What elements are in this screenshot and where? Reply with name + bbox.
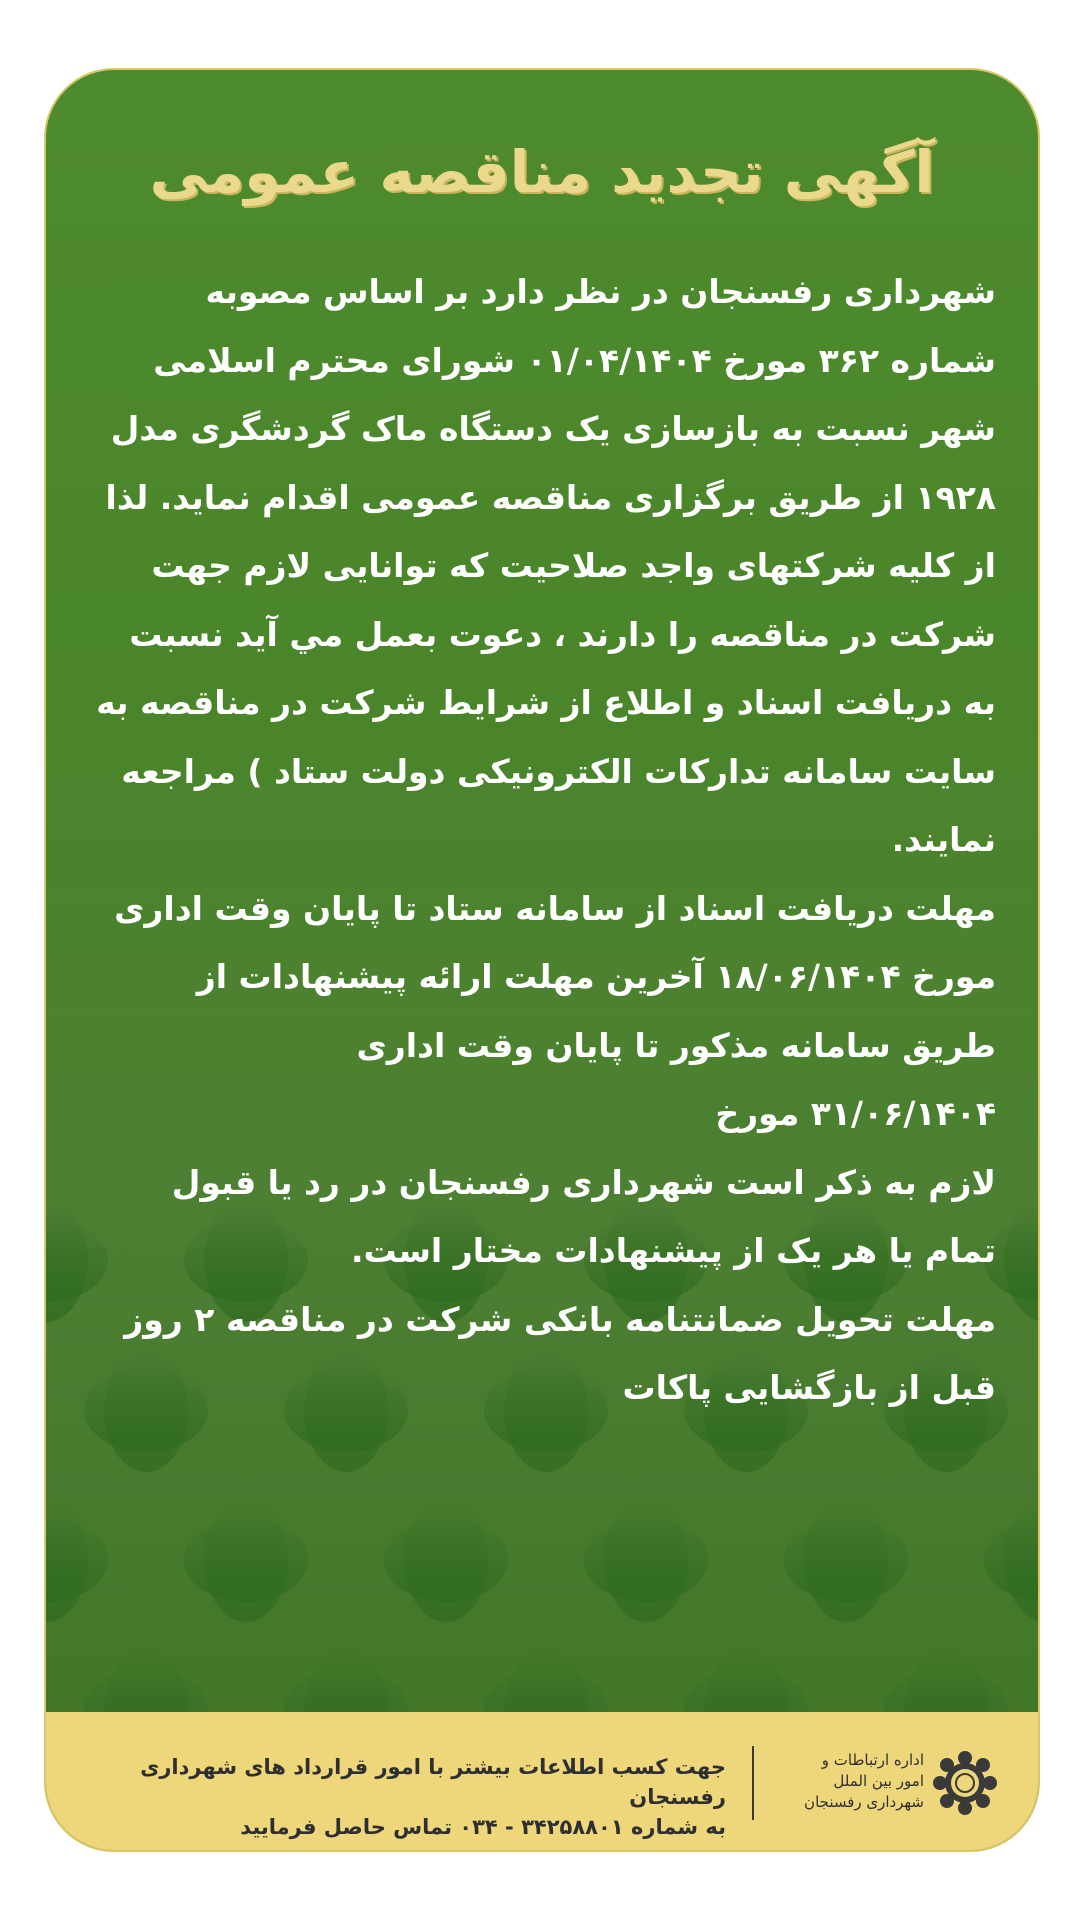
contact-info-line-1: جهت کسب اطلاعات بیشتر با امور قرارداد های شهرداری رفسنجان bbox=[140, 1755, 726, 1809]
contact-footer bbox=[46, 1712, 1038, 1850]
page-title: آگهی تجدید مناقصه عمومی bbox=[149, 138, 935, 206]
body-paragraph-deadline-date: ۳۱/۰۶/۱۴۰۴ مورخ bbox=[715, 1094, 996, 1133]
rafsanjan-municipality-logo-icon bbox=[932, 1750, 998, 1816]
department-name-line-3: شهرداری رفسنجان bbox=[804, 1793, 924, 1811]
footer-divider bbox=[752, 1746, 754, 1820]
department-name bbox=[790, 1750, 924, 1813]
department-name-line-2: امور بین الملل bbox=[833, 1772, 924, 1790]
announcement-card bbox=[44, 68, 1040, 1852]
contact-info-line-2: به شماره ۳۴۲۵۸۸۰۱ - ۰۳۴ تماس حاصل فرمایید bbox=[240, 1815, 726, 1839]
contact-info bbox=[106, 1752, 726, 1842]
body-paragraph-invitation: شهرداری رفسنجان در نظر دارد بر اساس مصوبه شماره ۳۶۲ مورخ ۰۱/۰۴/۱۴۰۴ شورای محترم اسلامی شهر نسبت به بازسازی یک دستگاه ماک گردشگری مدل ۱۹۲۸ از طریق برگزاری مناقصه عمومی اقدام نماید. لذا از کلیه شرکتهای واجد صلاحیت که توانایی لازم جهت شرکت در مناقصه را دارند ، دعوت بعمل مي آيد نسبت به دریافت اسناد و اطلاع از شرایط شرکت در مناقصه به سایت سامانه تدارکات الکترونیکی دولت ستاد ) مراجعه نمایند. bbox=[96, 272, 996, 859]
body-paragraph-guarantee: مهلت تحویل ضمانتنامه بانکی شرکت در مناقصه ۲ روز قبل از بازگشایی پاکات bbox=[124, 1299, 996, 1407]
body-paragraph-rights: لازم به ذکر است شهرداری رفسنجان در رد یا قبول تمام یا هر یک از پیشنهادات مختار است. bbox=[171, 1162, 996, 1270]
body-paragraph-deadline-documents: مهلت دریافت اسناد از سامانه ستاد تا پایان وقت اداری مورخ ۱۸/۰۶/۱۴۰۴ آخرین مهلت ارائه پیشنهادات از طریق سامانه مذکور تا پایان وقت اداری bbox=[114, 888, 996, 1065]
department-name-line-1: اداره ارتباطات و bbox=[821, 1751, 924, 1769]
announcement-body bbox=[94, 258, 996, 1423]
